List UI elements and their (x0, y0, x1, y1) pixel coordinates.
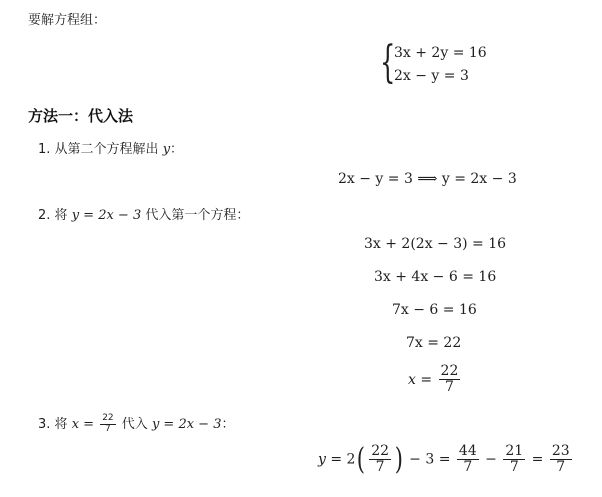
step-3-equation: y = 2( $\frac{22}{7}$ ) − 3 = $\frac{44}{7}$ − $\frac{21}{7}$ = $\frac{23}{7}$ (318, 442, 570, 477)
step-2 (38, 204, 249, 223)
step-3-expr2: y = 2x − 3 (151, 417, 222, 432)
step-1-var: y (162, 142, 171, 157)
step-2-equation-3: 7x − 6 = 16 (392, 302, 477, 318)
step-1 (38, 138, 183, 157)
system-equation-1: 3x + 2y = 16 (394, 45, 487, 61)
step-3-suffix: ： (221, 417, 235, 432)
step-3-fraction: $\frac{22}{7}$ (102, 413, 114, 435)
step-3-expr-lhs: x = (71, 417, 95, 432)
step-2-equation-1: 3x + 2(2x − 3) = 16 (364, 236, 507, 252)
step-2-expr: y = 2x − 3 (71, 208, 142, 223)
intro-text: 要解方程组： (28, 13, 107, 28)
step-2-equation-4: 7x = 22 (406, 335, 462, 351)
step-2-equation-2: 3x + 4x − 6 = 16 (374, 269, 497, 285)
method-heading: 方法一：代入法 (28, 107, 134, 125)
step-1-label: 1. 从第二个方程解出 (38, 142, 159, 157)
step-3 (38, 413, 235, 435)
step-3-mid: 代入 (121, 417, 148, 432)
system-equation-2: 2x − y = 3 (394, 68, 469, 84)
step-2-label: 2. 将 (38, 208, 68, 223)
step-3-label: 3. 将 (38, 417, 68, 432)
step-2-equation-5: x = $\frac{22}{7}$ (408, 363, 459, 396)
step-1-equation: 2x − y = 3 ⟹ y = 2x − 3 (338, 171, 517, 187)
left-brace: { (380, 37, 396, 88)
step-2-suffix: 代入第一个方程： (145, 208, 250, 223)
step-1-suffix: ： (170, 142, 184, 157)
